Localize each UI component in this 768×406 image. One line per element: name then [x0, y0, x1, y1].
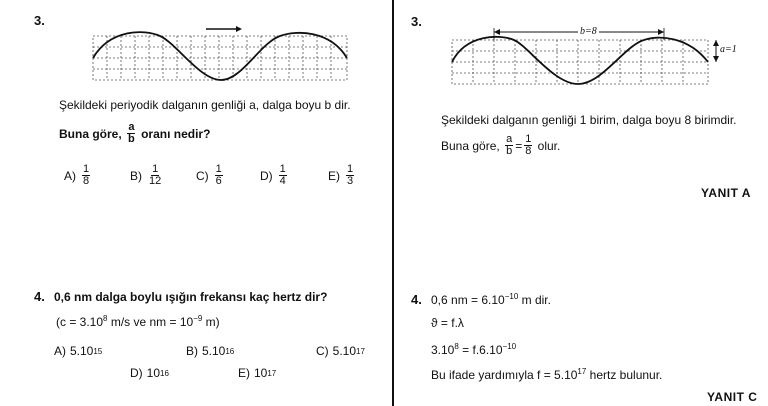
- option-base: 10: [146, 366, 161, 380]
- ratio-numerator: a: [128, 121, 135, 133]
- option-label: B): [186, 344, 198, 358]
- solution-4-line1: [431, 292, 551, 307]
- wave-figure-left: [90, 24, 350, 86]
- option-base: 5.10: [202, 344, 226, 358]
- l3-middle: = f.6.10: [458, 343, 503, 357]
- option-label: C): [196, 168, 209, 183]
- q4-option-a[interactable]: [54, 344, 102, 358]
- l4-suffix: hertz bulunur.: [586, 368, 663, 382]
- option-numerator: 1: [152, 163, 159, 175]
- option-label: A): [54, 344, 66, 358]
- result-denominator: 8: [525, 145, 532, 157]
- q4-option-d[interactable]: [130, 366, 169, 380]
- option-label: E): [328, 168, 340, 183]
- question-4-statement: 0,6 nm dalga boylu ışığın frekansı kaç hertz dir?: [54, 290, 328, 304]
- q3-option-b[interactable]: [130, 164, 164, 187]
- given-middle: m/s ve nm = 10: [107, 315, 194, 329]
- result-fraction: [524, 134, 532, 157]
- ratio-denominator: b: [128, 133, 135, 145]
- q3-option-c[interactable]: [196, 164, 225, 187]
- solution-4-line4: [431, 367, 662, 382]
- option-denominator: 4: [279, 175, 286, 187]
- option-label: B): [130, 168, 142, 183]
- option-label: D): [130, 366, 143, 380]
- option-label: E): [238, 366, 250, 380]
- question-3-number: 3.: [34, 13, 45, 28]
- option-denominator: 12: [149, 175, 162, 187]
- b-dimension-label: b=8: [580, 26, 597, 37]
- l4-exponent: 17: [577, 367, 587, 376]
- option-exponent: 17: [356, 346, 365, 356]
- given-prefix: (c = 3.10: [56, 315, 104, 329]
- solution-4-number: 4.: [411, 292, 422, 307]
- solution-4-line2: ϑ = f.λ: [431, 316, 464, 330]
- option-denominator: 3: [347, 175, 354, 187]
- given-suffix: m): [202, 315, 220, 329]
- answer-4: YANIT C: [707, 390, 758, 404]
- option-exponent: 15: [93, 346, 103, 356]
- solution-4-line3: [431, 342, 516, 357]
- ratio-fraction: [127, 122, 136, 145]
- question-4-number: 4.: [34, 289, 45, 304]
- equals-sign: =: [515, 138, 523, 153]
- ratio-fraction: [505, 134, 513, 157]
- q4-option-e[interactable]: [238, 366, 276, 380]
- given-exponent-1: 8: [103, 314, 108, 323]
- option-numerator: 1: [279, 163, 286, 175]
- option-denominator: 6: [215, 175, 222, 187]
- option-label: C): [316, 344, 329, 358]
- option-exponent: 16: [225, 346, 235, 356]
- option-base: 5.10: [70, 344, 94, 358]
- ratio-numerator: a: [506, 133, 513, 145]
- solution-3-line2: [441, 134, 560, 157]
- q3-option-e[interactable]: [328, 164, 356, 187]
- option-label: D): [260, 168, 273, 183]
- l4-prefix: Bu ifade yardımıyla f = 5.10: [431, 368, 578, 382]
- given-exponent-2: −9: [193, 314, 203, 323]
- column-divider: [392, 0, 394, 406]
- solution-3-line1: Şekildeki dalganın genliği 1 birim, dalga boyu 8 birimdir.: [441, 113, 737, 127]
- option-label: A): [64, 168, 76, 183]
- option-numerator: 1: [347, 163, 354, 175]
- prompt-prefix: Buna göre,: [59, 126, 122, 141]
- ratio-denominator: b: [506, 145, 513, 157]
- option-exponent: 17: [267, 368, 277, 378]
- q3-option-d[interactable]: [260, 164, 289, 187]
- option-numerator: 1: [215, 163, 222, 175]
- question-3-prompt: [59, 122, 210, 145]
- a-dimension-label: a=1: [720, 44, 737, 55]
- q3-option-a[interactable]: [64, 164, 92, 187]
- line2-prefix: Buna göre,: [441, 138, 500, 153]
- prompt-suffix: oranı nedir?: [141, 126, 211, 141]
- l1-suffix: m dir.: [518, 293, 551, 307]
- l1-exponent: −10: [504, 292, 519, 301]
- l1-base: 0,6 nm = 6.10: [431, 293, 505, 307]
- option-exponent: 16: [160, 368, 169, 378]
- line2-suffix: olur.: [537, 138, 561, 153]
- option-base: 10: [254, 366, 268, 380]
- l3-exponent-2: −10: [502, 342, 517, 351]
- result-numerator: 1: [525, 133, 532, 145]
- option-denominator: 8: [83, 175, 90, 187]
- q4-option-b[interactable]: [186, 344, 234, 358]
- l3-exponent: 8: [454, 342, 459, 351]
- question-3-statement: Şekildeki periyodik dalganın genliği a, dalga boyu b dir.: [59, 98, 351, 112]
- option-base: 5.10: [332, 344, 357, 358]
- q4-option-c[interactable]: [316, 344, 365, 358]
- solution-3-number: 3.: [411, 14, 422, 29]
- option-numerator: 1: [83, 163, 90, 175]
- question-4-given: [56, 314, 220, 329]
- answer-3: YANIT A: [701, 186, 751, 200]
- l3-base: 3.10: [431, 343, 455, 357]
